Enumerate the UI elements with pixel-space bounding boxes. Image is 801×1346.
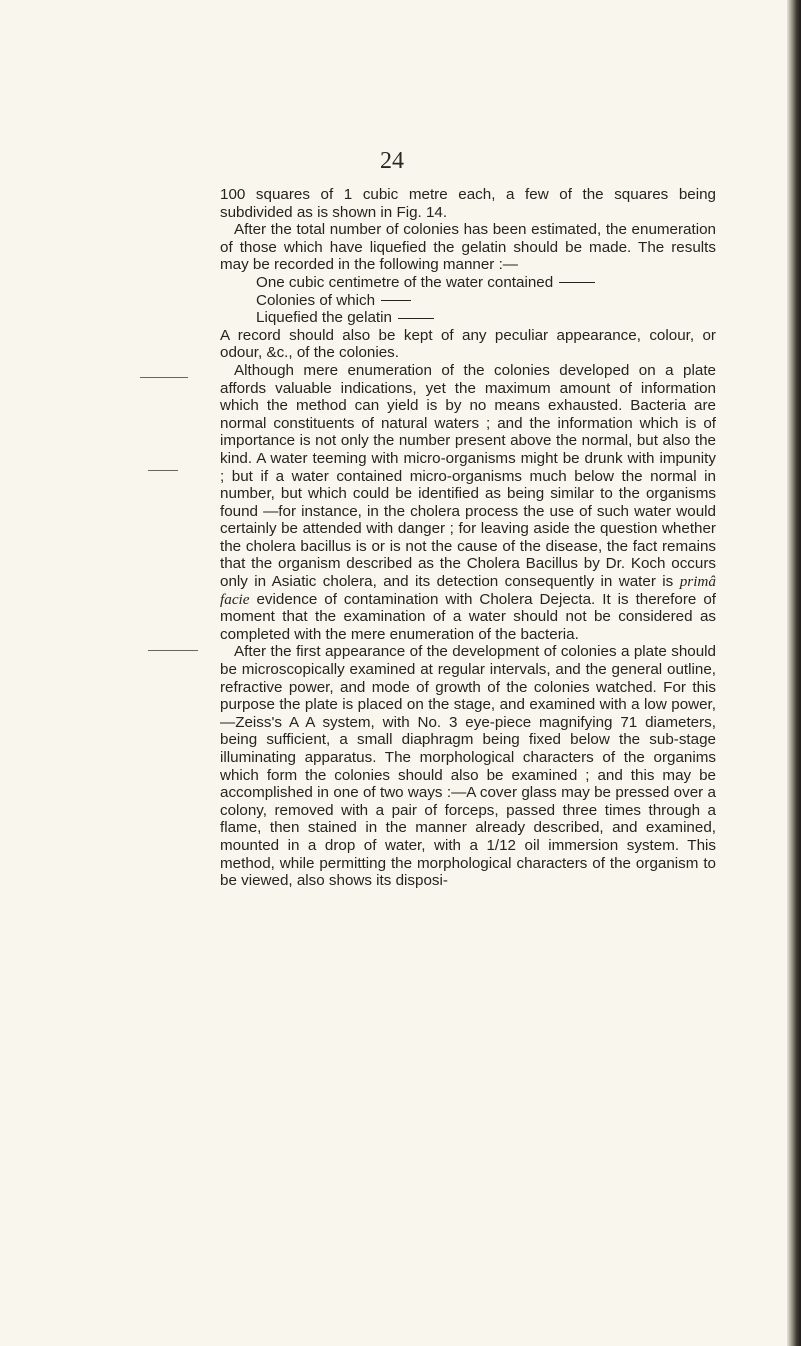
fill-in-rule (398, 318, 434, 319)
paragraph: A record should also be kept of any peculiar appearance, colour, or odour, &c., of the colonies. (220, 326, 716, 362)
italic-phrase: primâ facie (220, 573, 716, 608)
page-binding-edge (787, 0, 801, 1346)
body-text (220, 186, 716, 890)
record-form-line (256, 292, 716, 310)
margin-pencil-mark (148, 650, 198, 651)
record-form-label: Liquefied the gelatin (256, 309, 392, 327)
record-form (220, 274, 716, 327)
page-number: 24 (380, 148, 404, 174)
margin-pencil-mark (148, 470, 178, 471)
record-form-label: One cubic centimetre of the water contained (256, 273, 554, 291)
paragraph (220, 362, 716, 644)
paragraph: After the total number of colonies has been estimated, the enumeration of those which have liquefied the gelatin should be made. The results may be recorded in the following manner :— (220, 221, 716, 274)
paragraph: 100 squares of 1 cubic metre each, a few of the squares being subdivided as is shown in Fig. 14. (220, 186, 716, 221)
paragraph-text: Although mere enumeration of the colonies developed on a plate affords valuable indications, yet the maximum amount of information which the method can yield is by no means exhausted. Bacteria are normal constituents of natural waters ; and the information which is of importance is not only the number present above the normal, but also the kind. A water teeming with micro-organisms might be drunk with impunity ; but if a water contained micro-organisms much below the normal in number, but which could be identified as being similar to the organisms found —for instance, in the cholera process the use of such water would certainly be attended with danger ; for leaving aside the question whether the cholera bacillus is or is not the cause of the disease, the fact remains that the organism described as the Cholera Bacillus by Dr. Koch occurs only in Asiatic cholera, and its detection consequently in water is (220, 361, 716, 591)
fill-in-rule (381, 300, 411, 301)
paragraph-text: evidence of contamination with Cholera Dejecta. It is therefore of moment that the examination of a water should not be considered as completed with the mere enumeration of the bacteria. (220, 590, 716, 643)
fill-in-rule (559, 282, 595, 283)
margin-pencil-mark (140, 377, 188, 378)
record-form-line (256, 274, 716, 292)
record-form-line (256, 309, 716, 327)
record-form-label: Colonies of which (256, 291, 376, 309)
paragraph: After the first appearance of the development of colonies a plate should be microscopically examined at regular intervals, and the general outline, refractive power, and mode of growth of the colonies watched. For this purpose the plate is placed on the stage, and examined with a low power,—Zeiss's A A system, with No. 3 eye-piece magnifying 71 diameters, being sufficient, a small diaphragm being fixed below the sub-stage illuminating apparatus. The morphological characters of the organims which form the colonies should also be examined ; and this may be accomplished in one of two ways :—A cover glass may be pressed over a colony, removed with a pair of forceps, passed three times through a flame, then stained in the manner already described, and examined, mounted in a drop of water, with a 1/12 oil immersion system. This method, while permitting the morphological characters of the organism to be viewed, also shows its disposi- (220, 643, 716, 890)
